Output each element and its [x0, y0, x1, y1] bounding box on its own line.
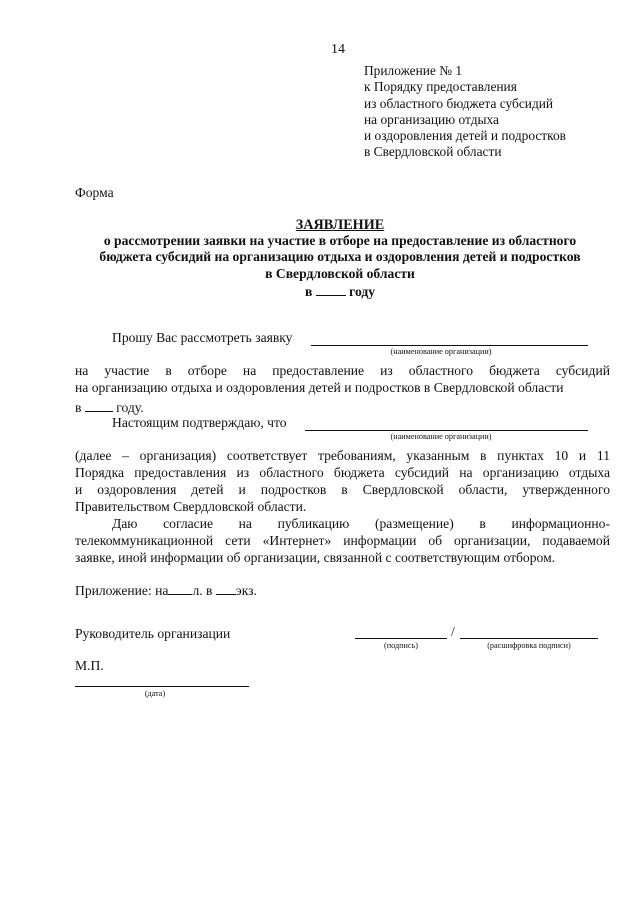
signature-line — [355, 638, 447, 639]
org-name-caption: (наименование организации) — [390, 347, 492, 356]
stamp-label: М.П. — [75, 658, 104, 673]
signature-slash: / — [451, 624, 455, 639]
head-label: Руководитель организации — [75, 626, 231, 641]
decode-line — [460, 638, 598, 639]
title-main: ЗАЯВЛЕНИЕ — [295, 217, 385, 233]
copies-blank — [216, 581, 236, 595]
org-name-line-2 — [305, 430, 588, 431]
title-year-line — [70, 282, 610, 300]
paragraph-2-line: и оздоровления детей и подростков в Свердловской области, утвержденного — [75, 482, 610, 497]
annex-line: в Свердловской области — [364, 144, 502, 160]
title-line: о рассмотрении заявки на участие в отборе на предоставление из областного — [103, 233, 577, 249]
year-blank — [85, 398, 113, 412]
annex-line: к Порядку предоставления — [364, 79, 517, 95]
date-caption: (дата) — [144, 689, 166, 698]
paragraph-3-line: Даю согласие на публикацию (размещение) в информационно- — [112, 516, 610, 531]
confirm-text: Настоящим подтверждаю, что — [112, 415, 287, 430]
signature-caption: (подпись) — [384, 641, 418, 650]
decode-caption: (расшифровка подписи) — [487, 641, 571, 650]
paragraph-2-line: (далее – организация) соответствует требованиям, указанным в пунктах 10 и 11 — [75, 448, 610, 463]
paragraph-1-line: на организацию отдыха и оздоровления детей и подростков в Свердловской области — [75, 380, 564, 395]
title-line: бюджета субсидий на организацию отдыха и оздоровления детей и подростков — [99, 249, 581, 265]
document-title — [70, 217, 610, 300]
pages-blank — [168, 581, 192, 595]
form-label: Форма — [75, 185, 114, 200]
paragraph-1-line: на участие в отборе на предоставление из областного бюджета субсидий — [75, 363, 610, 378]
annex-line: из областного бюджета субсидий — [364, 95, 554, 111]
paragraph-3-line: телекоммуникационной сети «Интернет» информации об организации, подаваемой — [75, 533, 610, 548]
year-blank — [316, 282, 346, 296]
paragraph-1-year-line: в году. — [75, 400, 144, 415]
title-year-prefix: в — [304, 283, 313, 299]
annex-header — [364, 63, 566, 161]
paragraph-2-line: Правительством Свердловской области. — [75, 499, 307, 514]
date-line — [75, 686, 249, 687]
annex-line: и оздоровления детей и подростков — [364, 128, 566, 144]
org-name-line — [311, 345, 588, 346]
paragraph-2-line: Порядка предоставления из областного бюджета субсидий на организацию отдыха — [75, 465, 610, 480]
request-text: Прошу Вас рассмотреть заявку — [112, 330, 293, 345]
org-name-caption-2: (наименование организации) — [390, 432, 492, 441]
paragraph-3-line: заявке, иной информации об организации, связанной с соответствующим отбором. — [75, 550, 556, 565]
title-line: в Свердловской области — [265, 265, 415, 281]
annex-line: на организацию отдыха — [364, 111, 499, 127]
attachment-line: Приложение: на л. в экз. — [75, 583, 257, 598]
page-number: 14 — [331, 42, 345, 57]
annex-line: Приложение № 1 — [364, 63, 463, 78]
title-year-suffix: году — [349, 283, 376, 299]
